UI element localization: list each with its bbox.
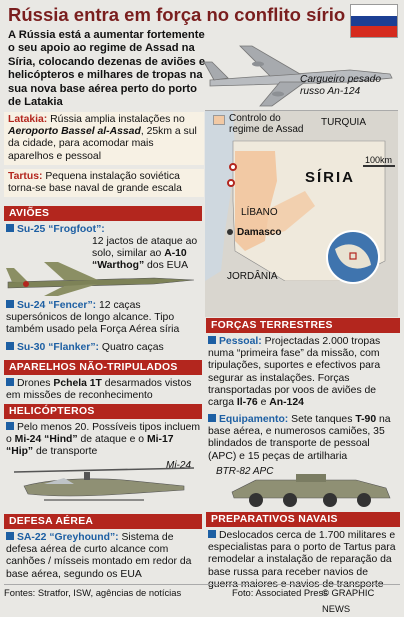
sa22-name: SA-22 “Greyhound”: [17,532,119,543]
damascus-dot [227,229,233,235]
sources-text: Fontes: Stratfor, ISW, agências de notícias [4,587,182,598]
label-jordan: JORDÂNIA [227,271,278,282]
flag-stripe-white [351,5,397,16]
bullet-square-icon [6,300,14,308]
su24-nick: “Fencer”: [48,300,97,311]
su30-nick: “Flanker”: [48,342,99,353]
latakia-label: Latakia: [8,114,48,125]
russian-flag-icon [350,4,398,38]
flag-stripe-red [351,26,397,37]
label-damascus: Damasco [237,227,282,238]
tartus-marker [227,179,235,187]
equip-text-2: na base aérea, e numerosos camiões, 35 blindados de transporte de pessoal (APC) e 15 peças de artilharia [208,414,391,462]
globe-icon [325,229,381,285]
scale-label: 100km [365,155,393,165]
naval-item [208,530,400,591]
syria-map [205,110,398,316]
t90-name: T-90 [355,414,377,425]
legend-swatch [213,115,225,125]
il76-name: Il-76 [236,397,258,409]
page-title: Rússia entra em força no conflito sírio [8,4,346,25]
bullet-square-icon [208,336,216,344]
bullet-square-icon [208,414,216,422]
tartus-label: Tartus: [8,171,43,182]
plane-caption: Cargueiro pesado russo An-124 [300,74,381,97]
tartus-text: Pequena instalação soviética torna-se base naval de grande escala [8,171,182,195]
equip-text-1: Sete tanques [291,414,353,425]
equip-label: Equipamento: [219,414,289,425]
legend-label: Controlo do regime de Assad [229,113,304,135]
pessoal-label: Pessoal: [219,336,262,347]
intro-text: A Rússia está a aumentar fortemente o seu apoio ao regime de Assad na Síria, colocando dezenas de aviões e helicópteros e milhares de tropas na sua nova base aérea perto do porto de Latakia [8,29,206,109]
su24-item [6,300,204,337]
map-shape [205,111,398,317]
drones-item [6,378,204,402]
su25-text: 12 jactos de ataque ao solo, similar ao [92,236,198,260]
label-syria: SÍRIA [305,169,356,186]
drones-name: Pchela 1T [53,378,102,389]
helis-text-1: Pelo menos 20. Possíveis tipos incluem o [6,422,201,446]
label-turkey: TURQUIA [321,117,366,128]
su30-text: Quatro caças [101,342,164,353]
bullet-square-icon [6,378,14,386]
section-header-defesa: DEFESA AÉREA [4,514,202,529]
latakia-text-2: , 25km a sul da cidade, para acomodar mais aparelhos e pessoal [8,126,197,162]
bullet-square-icon [208,530,216,538]
section-header-forcas: FORÇAS TERRESTRES [206,318,400,333]
pessoal-and: e [260,397,267,409]
label-lebanon: LÍBANO [241,207,278,218]
defesa-text: Sistema de defesa aérea de curto alcance com canhões / mísseis montado em redor da base aérea, segundo os EUA [6,532,192,580]
drones-text-2: desarmados vistos em missões de reconhecimento [6,378,192,402]
section-header-helicopteros: HELICÓPTEROS [4,404,202,419]
photo-credit: Foto: Associated Press [232,587,328,598]
bullet-square-icon [6,532,14,540]
helis-text-2: de ataque e o [80,434,145,446]
flag-stripe-blue [351,16,397,27]
latakia-marker [229,163,237,171]
su30-name: Su-30 [17,342,46,353]
tartus-note [4,169,204,197]
su25-nick: “Frogfoot”: [48,224,105,235]
mi17-name: Mi-17 “Hip” [6,434,174,458]
mi24-name: Mi-24 “Hind” [14,434,78,446]
su25-end: dos EUA [147,260,189,272]
bullet-square-icon [6,342,14,350]
pessoal-item [208,336,400,409]
naval-text: Deslocados cerca de 1.700 militares e especialistas para o porto de Tartus para remodelar a instalação de reparação da base russa para receber navios de guerra maiores e navios de transporte [208,530,396,590]
mi24-caption: Mi-24 [166,460,192,471]
an124-name: An-124 [269,397,304,409]
section-header-naval: PREPARATIVOS NAVAIS [206,512,400,527]
su30-item [6,342,204,354]
su24-text: 12 caças supersónicos de longo alcance. Tipo também usado pela Força Aérea síria [6,300,180,336]
bullet-square-icon [6,422,14,430]
latakia-note [4,112,204,165]
su25-name: Su-25 [17,224,46,235]
latakia-text-1: Rússia amplia instalações no [50,114,185,125]
su25-item [6,224,200,236]
btr82-apc-icon [226,474,396,508]
pessoal-text: Projectadas 2.000 tropas numa “primeira fase” da missão, com tripulações, suportes e efectivos para segurar as instalações. Forças transportadas por voos de aviões de carga [208,336,381,409]
latakia-airport: Aeroporto Bassel al-Assad [8,126,141,138]
apc-caption: BTR-82 APC [216,466,274,477]
section-header-avioes: AVIÕES [4,206,202,221]
graphic-news-credit: © GRAPHIC NEWS [322,587,375,614]
sources-footer [4,584,400,614]
su25-jet-icon [4,260,200,298]
helis-text-3: de transporte [36,446,98,458]
su25-a10: A-10 “Warthog” [92,248,187,272]
helis-item [6,422,202,459]
su24-name: Su-24 [17,300,46,311]
drones-text-1: Drones [17,378,51,389]
section-header-drones: APARELHOS NÃO-TRIPULADOS [4,360,202,375]
defesa-item [6,532,204,581]
mi24-helicopter-icon [4,464,200,512]
equipamento-item [208,414,400,463]
bullet-square-icon [6,224,14,232]
scale-bar [363,165,395,167]
